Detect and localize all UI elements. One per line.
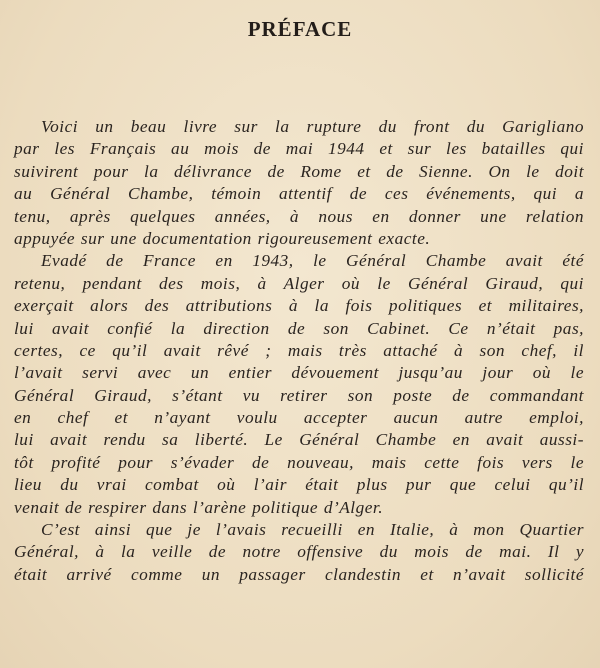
text-line: Général Giraud, s’étant vu retirer son poste de commandant: [14, 385, 584, 405]
paragraph-3: [14, 519, 584, 586]
text-line: certes, ce qu’il avait rêvé ; mais très attaché à son chef, il: [14, 340, 584, 360]
text-line: lui avait confié la direction de son Cabinet. Ce n’était pas,: [14, 318, 584, 338]
text-line: était arrivé comme un passager clandestin et n’avait sollicité: [14, 564, 584, 584]
preface-body: [14, 116, 584, 586]
text-line: Evadé de France en 1943, le Général Chambe avait été: [41, 251, 584, 271]
paragraph-1: [14, 116, 584, 250]
text-line: exerçait alors des attributions à la fois politiques et militaires,: [14, 296, 584, 316]
text-line: par les Français au mois de mai 1944 et sur les batailles qui: [14, 139, 584, 159]
text-line: venait de respirer dans l’arène politique d’Alger.: [14, 497, 384, 517]
paragraph-2: [14, 250, 584, 519]
page-title: PRÉFACE: [247, 17, 353, 41]
text-line: tôt profité pour s’évader de nouveau, mais cette fois vers le: [14, 452, 584, 472]
text-line: Voici un beau livre sur la rupture du front du Garigliano: [41, 117, 584, 136]
text-line: au Général Chambe, témoin attentif de ces événements, qui a: [14, 184, 584, 204]
text-line: retenu, pendant des mois, à Alger où le Général Giraud, qui: [14, 273, 584, 293]
text-line: lui avait rendu sa liberté. Le Général Chambe en avait aussi-: [14, 430, 584, 450]
text-line: l’avait servi avec un entier dévouement jusqu’au jour où le: [14, 363, 584, 383]
text-line: Général, à la veille de notre offensive du mois de mai. Il y: [14, 542, 584, 562]
text-line: C’est ainsi que je l’avais recueilli en Italie, à mon Quartier: [41, 520, 584, 540]
text-line: en chef et n’ayant voulu accepter aucun autre emploi,: [14, 408, 584, 428]
text-line: suivirent pour la délivrance de Rome et de Sienne. On le doit: [14, 161, 584, 181]
text-line: tenu, après quelques années, à nous en donner une relation: [14, 206, 584, 226]
text-line: appuyée sur une documentation rigoureusement exacte.: [14, 228, 431, 248]
text-line: lieu du vrai combat où l’air était plus pur que celui qu’il: [14, 475, 584, 495]
